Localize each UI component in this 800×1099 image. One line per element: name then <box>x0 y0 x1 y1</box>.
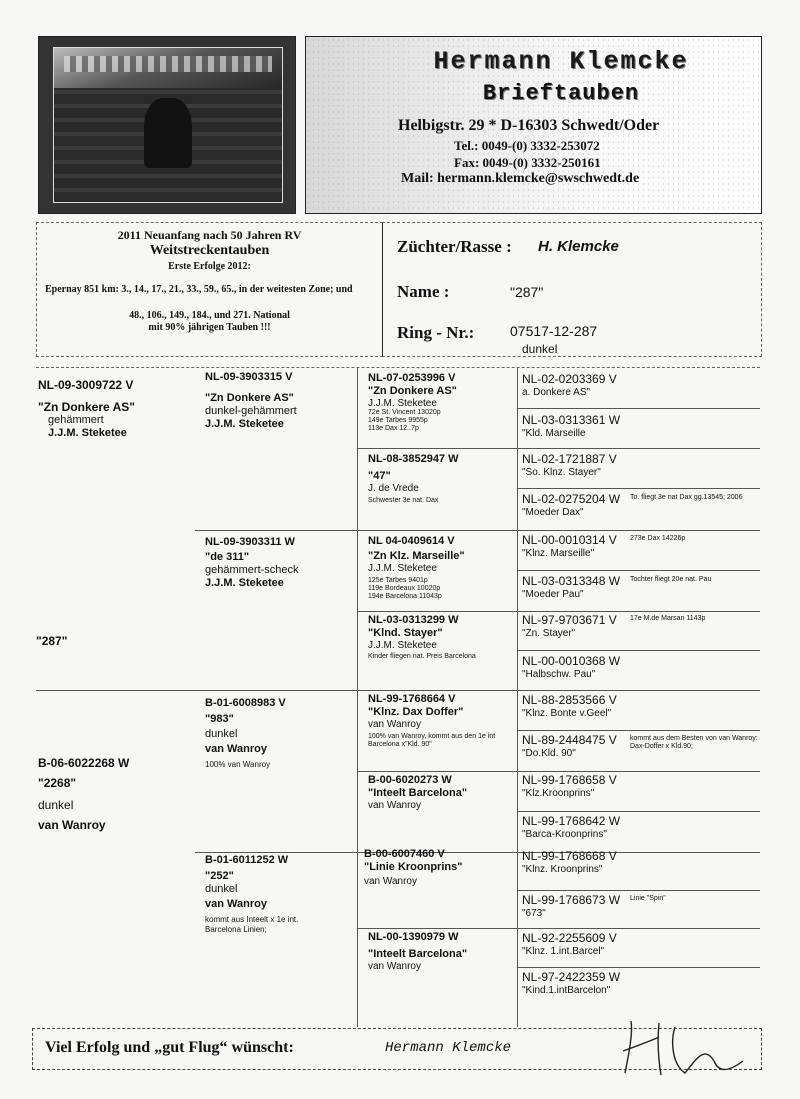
gggp-entry <box>522 693 760 720</box>
dam-ring: B-06-6022268 W <box>38 756 130 770</box>
ggp-breeder: J.J.M. Steketee <box>368 563 437 574</box>
ggp-breeder: J. de Vrede <box>368 483 419 494</box>
ring-label: Ring - Nr.: <box>397 323 475 342</box>
gggp-entry <box>522 613 760 640</box>
gggp-entry <box>522 849 760 876</box>
gggp-entry <box>522 574 760 601</box>
email-line: Mail: hermann.klemcke@swschwedt.de <box>401 171 640 186</box>
ggp-6 <box>368 774 513 811</box>
breeder-name-heading: Hermann Klemcke <box>433 47 689 76</box>
gggp-name: "Moeder Dax" <box>522 507 584 518</box>
intro-line-4: Epernay 851 km: 3., 14., 17., 21., 33., 59., 65., in der weitesten Zone; und <box>45 284 353 295</box>
gp-breeder: J.J.M. Steketee <box>205 577 284 589</box>
sire-ring: NL-09-3009722 V <box>38 378 134 392</box>
gggp-ring: NL-02-1721887 V <box>522 452 617 466</box>
ggp-ring: NL-03-0313299 W <box>368 614 459 626</box>
ggp-name: "Klnz. Dax Doffer" <box>368 706 464 718</box>
gggp-ring: NL-02-0203369 V <box>522 372 617 386</box>
gggp-ring: NL-92-2255609 V <box>522 931 617 945</box>
ggp-note: Barcelona x"Kld. 90" <box>368 741 432 748</box>
ggp-name: "Inteelt Barcelona" <box>368 787 468 799</box>
gp-name: "de 311" <box>205 551 250 563</box>
gggp-name: "So. Klnz. Stayer" <box>522 467 601 478</box>
gggp-entry <box>522 533 760 560</box>
ggp-note: 100% van Wanroy, kommt aus den 1e int <box>368 733 496 740</box>
gggp-entry <box>522 814 760 841</box>
gggp-entry <box>522 654 760 681</box>
gggp-name: "Zn. Stayer" <box>522 628 576 639</box>
gggp-note: Tochter fliegt 20e nat. Pau <box>630 576 712 583</box>
gggp-name: "Klnz. Bonte v.Geel" <box>522 708 612 719</box>
ring-value: 07517-12-287 <box>510 323 598 339</box>
gp-breeder: van Wanroy <box>205 743 267 755</box>
gggp-name: "Klnz. Kroonprins" <box>522 864 603 875</box>
ggp-name: "Zn Klz. Marseille" <box>368 550 465 562</box>
footer-greeting: Viel Erfolg und „gut Flug“ wünscht: <box>45 1039 294 1056</box>
ggp-breeder: van Wanroy <box>364 876 417 887</box>
gp-breeder: van Wanroy <box>205 898 267 910</box>
ggp-name: "47" <box>368 470 391 482</box>
gggp-ring: NL-99-1768642 W <box>522 814 621 828</box>
gggp-entry <box>522 893 760 920</box>
gggp-ring: NL-89-2448475 V <box>522 733 617 747</box>
ggp-ring: NL 04-0409614 V <box>368 535 455 547</box>
gp-name: "Zn Donkere AS" <box>205 392 294 404</box>
ggp-ring: NL-00-1390979 W <box>368 931 459 943</box>
fax-line: Fax: 0049-(0) 3332-250161 <box>454 155 601 170</box>
grandparent-4 <box>205 854 355 935</box>
subject-name: "287" <box>36 634 68 648</box>
gggp-entry <box>522 413 760 440</box>
footer-name: Hermann Klemcke <box>385 1040 512 1056</box>
gp-ring: NL-09-3903315 V <box>205 371 293 383</box>
ggp-2 <box>368 453 513 505</box>
gggp-name: "Klz.Kroonprins" <box>522 788 595 799</box>
intro-line-3: Erste Erfolge 2012: <box>168 261 251 272</box>
ggp-name: "Linie Kroonprins" <box>364 861 463 873</box>
gggp-name: "Kind.1.intBarcelon" <box>522 985 611 996</box>
ggp-1 <box>368 372 513 433</box>
gggp-name: "Kld. Marseille <box>522 428 586 439</box>
sire-breeder: J.J.M. Steketee <box>48 427 127 439</box>
intro-line-2: Weitstreckentauben <box>149 243 270 258</box>
gggp-entry <box>522 773 760 800</box>
gp-name: "983" <box>205 713 234 725</box>
loft-photo <box>53 47 283 203</box>
grandparent-1 <box>205 371 355 431</box>
gggp-ring: NL-00-0010368 W <box>522 654 621 668</box>
ggp-breeder: J.J.M. Steketee <box>368 640 437 651</box>
name-label: Name : <box>397 282 450 301</box>
gggp-ring: NL-99-1768673 W <box>522 893 621 907</box>
ggp-name: "Klnd. Stayer" <box>368 627 443 639</box>
gggp-entry <box>522 970 760 997</box>
grandparent-2 <box>205 536 355 590</box>
gggp-name: "Klnz. Marseille" <box>522 548 595 559</box>
header-contact-panel <box>305 36 762 214</box>
gggp-entry <box>522 492 760 519</box>
gggp-note: kommt aus dem Besten von van Wanroy: Dax-Doffer x Kld.90; <box>630 735 758 750</box>
gp-color: dunkel <box>205 883 238 895</box>
gggp-name: "Moeder Pau" <box>522 589 584 600</box>
gggp-ring: NL-02-0275204 W <box>522 492 621 506</box>
color-value: dunkel <box>522 342 558 356</box>
ggp-note: Kinder fliegen nat. Preis Barcelona <box>368 653 476 660</box>
ggp-ring: NL-99-1768664 V <box>368 693 456 705</box>
ggp-ring: NL-07-0253996 V <box>368 372 456 384</box>
ggp-breeder: van Wanroy <box>368 961 421 972</box>
footer-box <box>32 1028 762 1070</box>
breeder-subtitle: Brieftauben <box>482 81 640 106</box>
gggp-note: Linie "Spin" <box>630 895 666 902</box>
dam-name: "2268" <box>38 776 77 790</box>
ggp-8 <box>368 931 513 972</box>
ggp-ring: B-00-6020273 W <box>368 774 452 786</box>
gggp-name: a. Donkere AS" <box>522 387 591 398</box>
ggp-note: 194e Barcelona 11043p <box>368 593 442 600</box>
gggp-ring: NL-88-2853566 V <box>522 693 617 707</box>
dam-block <box>38 756 193 832</box>
breeder-label: Züchter/Rasse : <box>397 237 512 256</box>
intro-line-6: mit 90% jährigen Tauben !!! <box>148 322 271 333</box>
gggp-entry <box>522 452 760 479</box>
gggp-ring: NL-03-0313361 W <box>522 413 621 427</box>
gp-note: kommt aus Inteelt x 1e int. Barcelona Linien; <box>205 915 299 934</box>
grandparent-3 <box>205 697 355 769</box>
ggp-4 <box>368 614 513 661</box>
gggp-entry <box>522 931 760 958</box>
intro-line-1: 2011 Neuanfang nach 50 Jahren RV <box>117 228 302 242</box>
gggp-name: "Klnz. 1.int.Barcel" <box>522 946 605 957</box>
gggp-note: 17e M.de Marsan 1143p <box>630 615 706 622</box>
ggp-breeder: van Wanroy <box>368 719 421 730</box>
sire-color: gehämmert <box>48 414 104 426</box>
ggp-name: "Zn Donkere AS" <box>368 385 457 397</box>
gggp-name: "673" <box>522 908 546 919</box>
gp-color: gehämmert-scheck <box>205 564 299 576</box>
breeder-value: H. Klemcke <box>538 238 619 255</box>
gggp-entry <box>522 733 760 760</box>
gggp-ring: NL-99-1768658 V <box>522 773 617 787</box>
ggp-note: 119e Bordeaux 10020p <box>368 585 441 592</box>
ggp-note: Schwester 3e nat. Dax <box>368 497 439 504</box>
ggp-3 <box>368 535 513 601</box>
ggp-note: 113e Dax 12..7p <box>368 425 419 432</box>
phone-line: Tel.: 0049-(0) 3332-253072 <box>454 138 600 153</box>
ggp-name: "Inteelt Barcelona" <box>368 948 468 960</box>
ggp-note: 125e Tarbes 9401p <box>368 577 428 584</box>
gggp-note: To. fliegt 3e nat Dax gg.13545; 2006 <box>630 494 743 501</box>
gp-ring: B-01-6008983 V <box>205 697 286 709</box>
ggp-breeder: van Wanroy <box>368 800 421 811</box>
ggp-note: 72e St. Vincent 13020p <box>368 409 441 416</box>
dam-breeder: van Wanroy <box>38 818 106 832</box>
gp-note: 100% van Wanroy <box>205 760 271 769</box>
gggp-note: 273e Dax 14226p <box>630 535 686 542</box>
info-box <box>382 222 762 357</box>
gggp-entry <box>522 372 760 399</box>
gp-breeder: J.J.M. Steketee <box>205 418 284 430</box>
gggp-name: "Do.Kld. 90" <box>522 748 576 759</box>
dam-color: dunkel <box>38 798 74 812</box>
gggp-ring: NL-97-2422359 W <box>522 970 621 984</box>
gp-ring: B-01-6011252 W <box>205 854 289 866</box>
signature-icon <box>615 1013 755 1083</box>
intro-line-5: 48., 106., 149., 184., und 271. National <box>129 310 290 321</box>
ggp-5 <box>368 693 513 749</box>
gggp-ring: NL-97-9703671 V <box>522 613 617 627</box>
gggp-ring: NL-00-0010314 V <box>522 533 617 547</box>
gggp-name: "Barca-Kroonprins" <box>522 829 607 840</box>
intro-box <box>36 222 383 357</box>
sire-name: "Zn Donkere AS" <box>38 400 135 414</box>
gggp-ring: NL-99-1768668 V <box>522 849 617 863</box>
ggp-note: 149e Tarbes 9955p <box>368 417 428 424</box>
ggp-7 <box>364 848 514 887</box>
gp-color: dunkel-gehämmert <box>205 405 297 417</box>
address-line: Helbigstr. 29 * D-16303 Schwedt/Oder <box>398 117 660 134</box>
gggp-name: "Halbschw. Pau" <box>522 669 596 680</box>
gggp-ring: NL-03-0313348 W <box>522 574 621 588</box>
ggp-breeder: J.J.M. Steketee <box>368 398 437 409</box>
name-value: "287" <box>510 284 544 300</box>
gp-color: dunkel <box>205 728 238 740</box>
ggp-ring: B-00-6007460 V <box>364 848 445 860</box>
sire-block <box>38 378 193 440</box>
header-photo-frame <box>38 36 296 214</box>
gp-ring: NL-09-3903311 W <box>205 536 295 548</box>
ggp-ring: NL-08-3852947 W <box>368 453 459 465</box>
gp-name: "252" <box>205 870 234 882</box>
